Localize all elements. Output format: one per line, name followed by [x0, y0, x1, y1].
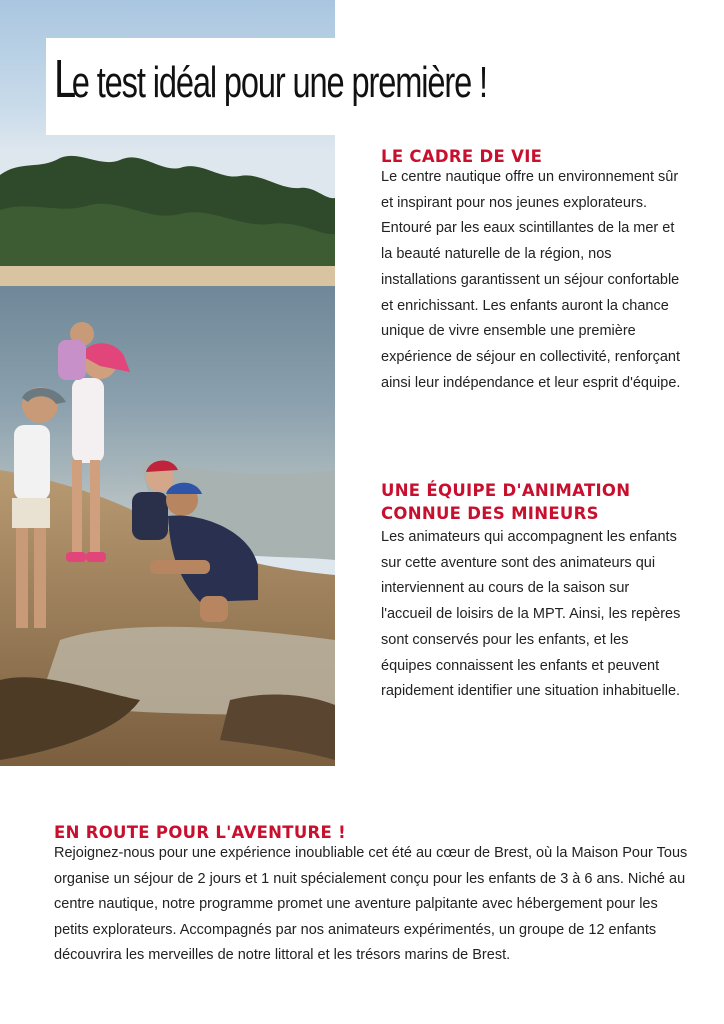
equipe-body-text: Les animateurs qui accompagnent les enfants sur cette aventure sont des animateurs qui interviennent au cours de la saison sur l'accueil de loisirs de la MPT. Ainsi, les repères sont conservés pour les enfants, et les équipes connaissent les enfants et peuvent rapidement identifier une situation inhabituelle.: [381, 529, 681, 700]
title-rest: e test idéal pour une première !: [71, 58, 487, 107]
cadre-body-text: Le centre nautique offre un environnement sûr et inspirant pour nos jeunes explorateurs. Entouré par les eaux scintillantes de la mer et la beauté naturelle de la région, nos installations garantissent un séjour confortable et enrichissant. Les enfants auront la chance unique de vivre ensemble une première expérience de séjour en collectivité, renforçant ainsi leur indépendance et leur esprit d'équipe.: [381, 169, 681, 391]
equipe-heading-line2: CONNUE DES MINEURS: [381, 504, 599, 523]
page-title: [54, 48, 487, 110]
route-heading: EN ROUTE POUR L'AVENTURE !: [54, 823, 346, 842]
equipe-heading: [381, 479, 711, 525]
equipe-heading-line1: UNE ÉQUIPE D'ANIMATION: [381, 481, 631, 500]
title-first-letter: L: [54, 49, 72, 109]
cadre-heading: LE CADRE DE VIE: [381, 147, 543, 166]
route-body-text: Rejoignez-nous pour une expérience inoubliable cet été au cœur de Brest, où la Maison Pour Tous organise un séjour de 2 jours et 1 nuit spécialement conçu pour les enfants de 3 à 6 ans. Niché au centre nautique, notre programme promet une aventure palpitante avec hébergement pour les petits explorateurs. Accompagnés par nos animateurs expérimentés, un groupe de 12 enfants découvrira les merveilles de notre littoral et les trésors marins de Brest.: [54, 845, 688, 964]
far-shore: [0, 266, 335, 288]
